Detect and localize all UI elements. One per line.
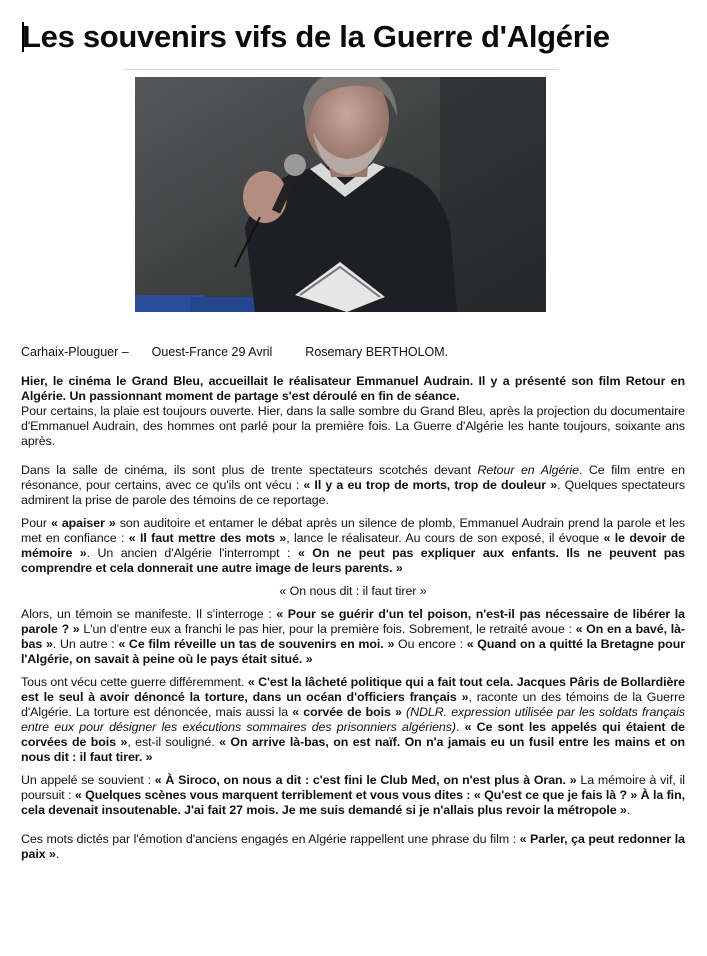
paragraph-3: Alors, un témoin se manifeste. Il s'interroge : « Pour se guérir d'un tel poison, n'est-il pas nécessaire de libérer la parole ? » L'un d'entre eux a franchi le pas hier, pour la première fois. Sobrement, le retraité avoue : « On en a bavé, là-bas ». Un autre : « Ce film réveille un tas de souvenirs en moi. » Ou encore : « Quand on a quitté la Bretagne pour l'Algérie, on savait à peine où le pays était situé. » [21, 607, 686, 666]
paragraph-5: Un appelé se souvient : « À Siroco, on nous a dit : c'est fini le Club Med, on n'est plus à Oran. » La mémoire à vif, il poursuit : « Quelques scènes vous marquent terriblement et vous vous dites : « Qu'est ce que je fais là ? » À la fin, cela devenait insoutenable. J'ai fait 27 mois. Je me suis demandé si je n'allais plus revoir la métropole ». [21, 773, 685, 817]
article-photo [135, 77, 546, 312]
paragraph-4: Tous ont vécu cette guerre différemment. « C'est la lâcheté politique qui a fait tout cela. Jacques Pâris de Bollardière est le seul à avoir dénoncé la torture, dans un océan d'officiers français », raconte un des témoins de la Guerre d'Algérie. La torture est dénoncée, mais aussi la « corvée de bois » (NDLR. expression utilisée par les soldats français entre eux pour désigner les exécutions sommaires des prisonniers algériens). « Ce sont les appelés qui étaient de corvées de bois », est-il souligné. « On arrive là-bas, on est naïf. On n'a jamais eu un fusil entre les mains et on nous dit : il faut tirer. » [21, 675, 685, 764]
article-body [21, 374, 685, 862]
title-divider [124, 69, 558, 70]
paragraph-1: Dans la salle de cinéma, ils sont plus de trente spectateurs scotchés devant Retour en Algérie. Ce film entre en résonance, pour certains, avec ce qu'ils ont vécu : « Il y a eu trop de morts, trop de douleur ». Quelques spectateurs admirent la prise de parole des témoins de ce reportage. [21, 463, 686, 507]
article-byline [21, 344, 448, 360]
byline-source: Ouest-France 29 Avril [151, 345, 273, 359]
photo-icon [135, 77, 546, 312]
byline-place: Carhaix-Plouguer – [21, 345, 129, 359]
intro-text: Pour certains, la plaie est toujours ouverte. Hier, dans la salle sombre du Grand Bleu, après la projection du documentaire d'Emmanuel Audrain, des hommes ont parlé pour la première fois. La Guerre d'Algérie les hante toujours, soixante ans après. [21, 404, 685, 448]
paragraph-6: Ces mots dictés par l'émotion d'anciens engagés en Algérie rappellent une phrase du film : « Parler, ça peut redonner la paix ». [21, 832, 685, 861]
editor-note: (NDLR. expression utilisée par les soldats français entre eux pour désigner les exécutions sommaires des prisonniers algériens) [21, 705, 685, 734]
intro-lead: Hier, le cinéma le Grand Bleu, accueillait le réalisateur Emmanuel Audrain. Il y a présenté son film Retour en Algérie. Un passionnant moment de partage s'est déroulé en fin de séance. [21, 374, 685, 403]
film-title: Retour en Algérie [477, 463, 579, 477]
article-title: Les souvenirs vifs de la Guerre d'Algérie [22, 19, 610, 54]
byline-author: Rosemary BERTHOLOM. [305, 345, 449, 359]
subheading: « On nous dit : il faut tirer » [279, 584, 427, 598]
paragraph-2: Pour « apaiser » son auditoire et entamer le débat après un silence de plomb, Emmanuel Audrain prend la parole et les met en confiance : « Il faut mettre des mots », lance le réalisateur. Au cours de son exposé, il évoque « le devoir de mémoire ». Un ancien d'Algérie l'interrompt : « On ne peut pas expliquer aux enfants. Ils ne peuvent pas comprendre et cela donnerait une autre image de leurs parents. » [21, 516, 686, 575]
